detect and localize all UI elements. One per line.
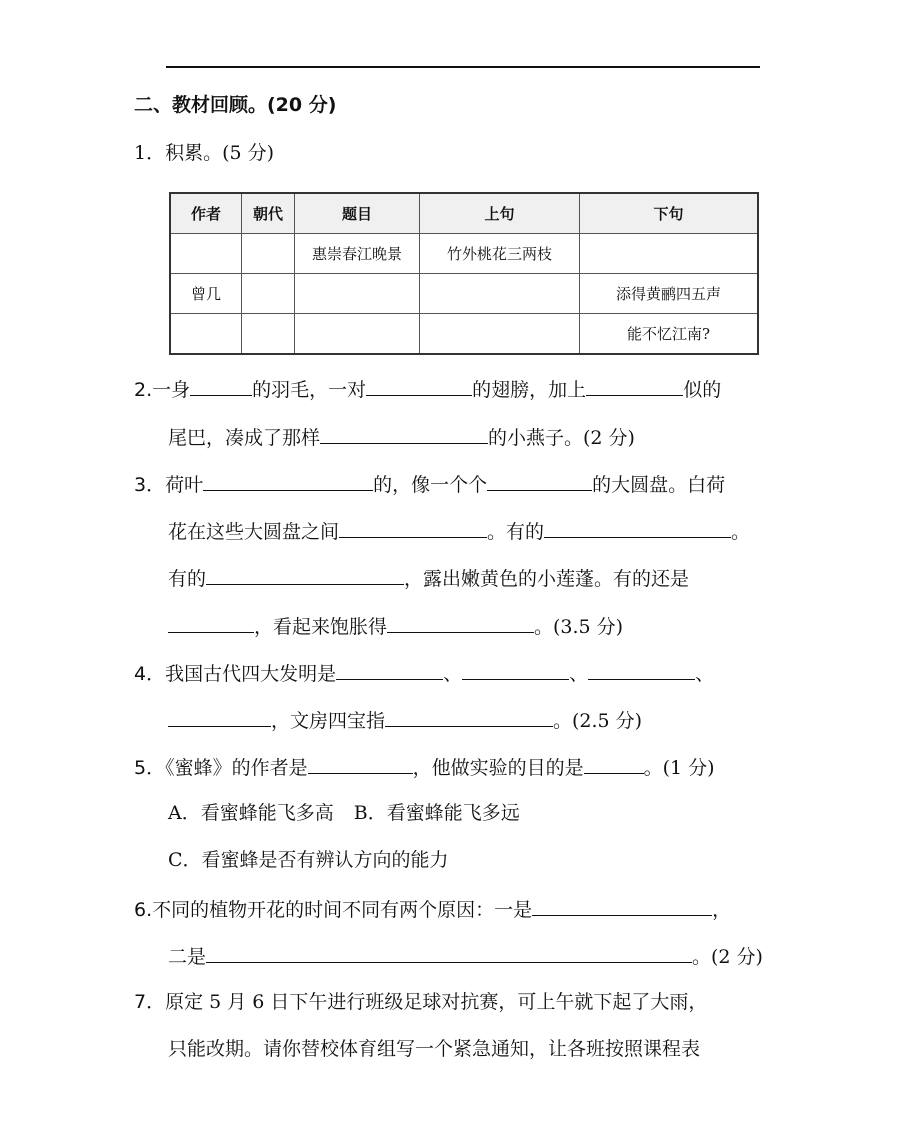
table-cell: 能不忆江南? (580, 314, 759, 355)
table-cell[interactable] (295, 274, 420, 314)
text: ，露出嫩黄色的小莲蓬。有的还是 (404, 568, 690, 590)
text: 花在这些大圆盘之间 (168, 521, 340, 543)
text: 原定 5 月 6 日下午进行班级足球对抗赛，可上午就下起了大雨， (165, 991, 708, 1013)
text: 有的 (168, 568, 207, 590)
answer-blank[interactable] (462, 659, 569, 680)
text: ，他做实验的目的是 (412, 757, 584, 779)
question-number: 4． (134, 663, 166, 685)
question-4-line-2 (168, 706, 642, 734)
text: 。有的 (487, 521, 545, 543)
question-6-line-1 (134, 895, 731, 923)
question-3-line-4 (168, 612, 623, 640)
text: 的大圆盘。白荷 (592, 474, 726, 496)
text: 、 (695, 663, 715, 685)
table-cell[interactable] (170, 314, 242, 355)
text: 似的 (683, 379, 722, 401)
text: 。 (731, 521, 751, 543)
text: 。(2.5 分) (553, 710, 643, 732)
answer-blank[interactable] (588, 659, 695, 680)
answer-blank[interactable] (387, 612, 534, 633)
answer-blank[interactable] (532, 895, 712, 916)
text: 二是 (168, 946, 207, 968)
question-3-line-1 (134, 470, 725, 498)
text: 。(1 分) (643, 757, 715, 779)
table-cell: 竹外桃花三两枝 (420, 234, 580, 274)
section-title: 二、教材回顾。(20 分) (134, 94, 337, 116)
table-cell: 惠崇春江晚景 (295, 234, 420, 274)
text: 、 (569, 663, 589, 685)
answer-blank[interactable] (385, 706, 553, 727)
header-rule (166, 66, 760, 68)
text: 。(2 分) (692, 946, 763, 968)
question-7-line-1 (134, 989, 707, 1015)
question-3-line-3 (168, 564, 689, 592)
header-upper-line: 上句 (420, 193, 580, 234)
question-number: 7． (134, 991, 166, 1013)
question-2-line-1 (134, 375, 721, 403)
question-5-option-c-line (168, 847, 449, 873)
question-7-line-2 (168, 1036, 700, 1062)
text: ， (712, 899, 732, 921)
question-5-options-ab (168, 800, 520, 826)
table-cell: 曾几 (170, 274, 242, 314)
answer-blank[interactable] (206, 564, 404, 585)
table-row (170, 274, 758, 314)
question-2-line-2 (168, 423, 635, 451)
question-3-line-2 (168, 517, 750, 545)
answer-blank[interactable] (487, 470, 592, 491)
answer-blank[interactable] (586, 375, 683, 396)
answer-blank[interactable] (203, 470, 373, 491)
text: 荷叶 (165, 474, 204, 496)
table-row (170, 234, 758, 274)
text: 尾巴，凑成了那样 (168, 427, 321, 449)
text: 的，像一个个 (373, 474, 488, 496)
question-1-label: 1．积累。(5 分) (134, 142, 275, 164)
option-c[interactable]: C．看蜜蜂是否有辨认方向的能力 (168, 849, 449, 871)
text: 《蜜蜂》的作者是 (165, 757, 308, 779)
answer-blank[interactable] (190, 375, 252, 396)
question-number: 5． (134, 757, 166, 779)
question-5-line-1 (134, 753, 715, 781)
text: ，文房四宝指 (271, 710, 386, 732)
table-cell[interactable] (242, 234, 295, 274)
table-cell[interactable] (295, 314, 420, 355)
text: ，看起来饱胀得 (254, 616, 388, 638)
answer-blank[interactable] (168, 706, 271, 727)
answer-blank[interactable] (366, 375, 472, 396)
question-4-line-1 (134, 659, 714, 687)
text: 我国古代四大发明是 (165, 663, 337, 685)
question-6-line-2 (168, 942, 763, 970)
table-cell[interactable] (242, 314, 295, 355)
answer-blank[interactable] (168, 612, 254, 633)
question-number: 2. (134, 379, 153, 401)
text: 。(3.5 分) (534, 616, 624, 638)
answer-blank[interactable] (339, 517, 487, 538)
header-author: 作者 (170, 193, 242, 234)
poem-table (169, 192, 759, 355)
text: 的羽毛，一对 (252, 379, 367, 401)
table-cell: 添得黄鹂四五声 (580, 274, 759, 314)
table-header-row (170, 193, 758, 234)
text: 的翅膀，加上 (472, 379, 587, 401)
question-number: 6. (134, 899, 153, 921)
answer-blank[interactable] (336, 659, 443, 680)
answer-blank[interactable] (584, 753, 644, 774)
header-dynasty: 朝代 (242, 193, 295, 234)
text: 一身 (152, 379, 191, 401)
text: 、 (443, 663, 463, 685)
answer-blank[interactable] (544, 517, 731, 538)
table-cell[interactable] (420, 274, 580, 314)
header-title: 题目 (295, 193, 420, 234)
table-cell[interactable] (420, 314, 580, 355)
text: 不同的植物开花的时间不同有两个原因：一是 (152, 899, 533, 921)
text: 的小燕子。(2 分) (488, 427, 635, 449)
header-lower-line: 下句 (580, 193, 759, 234)
table-cell[interactable] (170, 234, 242, 274)
option-a[interactable]: A．看蜜蜂能飞多高 (168, 802, 334, 824)
answer-blank[interactable] (206, 942, 692, 963)
table-cell[interactable] (242, 274, 295, 314)
table-cell[interactable] (580, 234, 759, 274)
question-number: 3． (134, 474, 166, 496)
text: 只能改期。请你替校体育组写一个紧急通知，让各班按照课程表 (168, 1038, 701, 1060)
table-row (170, 314, 758, 355)
option-b[interactable]: B．看蜜蜂能飞多远 (353, 802, 520, 824)
answer-blank[interactable] (320, 423, 488, 444)
answer-blank[interactable] (308, 753, 413, 774)
